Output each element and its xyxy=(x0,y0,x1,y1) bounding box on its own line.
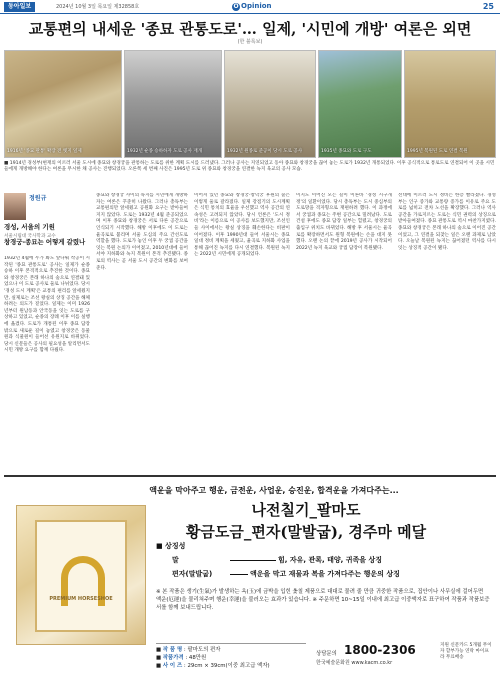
spec-row: ■ 사 이 즈 : 29cm × 39cm(이중 최고급 액자) xyxy=(156,663,270,669)
author-role: 서울시립대 국사학과 교수 xyxy=(4,234,56,239)
ad-body-text: ※ 본 작품은 생기(生氣)가 발생하는 옥(玉)에 금박을 입힌 옻칠 제품으로 대대로 물려 줄 만큼 귀중한 작품으로, 집안이나 사무실에 걸어두면 액운(厄運)을 물리쳐주며 행운(幸運)을 불러오는 효과가 있습니다. ※ 주문하면 10~15일 이내에 최고급 이중액자로 표구하여 작품과 작품보증서를 함께 보내드립니다. xyxy=(156,589,490,611)
photo-4 xyxy=(318,50,402,158)
photo-caption: 1935년 종묘와 도로 구도 xyxy=(321,149,372,154)
symbol-meaning: 액운을 막고 재물과 복을 가져다주는 행운의 상징 xyxy=(250,570,400,578)
spec-key: 사 이 즈 xyxy=(162,663,183,669)
masthead-logo: 동아일보 xyxy=(4,2,35,12)
spec-value: 29cm × 39cm(이중 최고급 액자) xyxy=(187,663,270,669)
dateline: 2024년 10월 3일 목요일 제32858호 xyxy=(56,4,140,10)
article-column: 선대에 이르러 도시 정비는 한층 빨라졌다. 경성부는 인구 증가와 교통량 증가를 이유로 주요 도로를 넓히고 전차 노선을 확장했다. 그러나 역사 공간을 가로지르는 도로는 식민 권력의 상징으로 받아들여졌다. 종묘 관통도로 역시 마찬가지였다. 종묘와 창경궁은 본래 하나의 숲으로 이어진 공간이었고, 그 연결을 되찾는 일은 오랜 과제로 남았다. 오늘날 복원된 녹지는 끊어졌던 역사를 다시 잇는 상징적 공간이 됐다. xyxy=(398,193,496,251)
symbol-meaning: 힘, 자유, 관록, 태양, 귀족을 상징 xyxy=(278,556,382,564)
ad-notes: 지원 신문카드 5개월 무이자 할부가능 연락 마이프라 무료배송 xyxy=(440,643,492,660)
photo-image xyxy=(405,51,495,157)
author-name: 정원규 xyxy=(29,195,47,202)
symbol-label: 편자(말발굽) xyxy=(172,570,213,578)
photo-image xyxy=(5,51,121,157)
spec-value: 팔마도의 편자 xyxy=(187,647,221,653)
product-image xyxy=(16,505,146,645)
website-link[interactable]: 한국예술문화원 www.kacm.co.kr xyxy=(316,660,393,666)
ad-title: 나전칠기_팔마도 xyxy=(251,501,361,519)
phone-label: 상담문의 xyxy=(316,651,337,657)
photo-caption: 1995년 복원된 도로 연결 복원 xyxy=(407,149,468,154)
photo-1 xyxy=(4,50,122,158)
product-label: PREMIUM HORSESHOE xyxy=(49,596,113,602)
article-subhead: 창경궁-종묘는 어떻게 갈렸나 xyxy=(4,238,86,246)
photo-image xyxy=(125,51,221,157)
section-tag xyxy=(232,2,272,11)
ad-tagline: 액운을 막아주고 행운, 금전운, 사업운, 승진운, 합격운을 가져다주는... xyxy=(149,486,399,495)
spec-key: 작 품 명 xyxy=(162,647,183,653)
symbolism-row xyxy=(172,569,400,579)
page-number: 25 xyxy=(482,2,494,11)
photo-image xyxy=(319,51,401,157)
symbolism-heading: ■ 상징성 xyxy=(156,542,186,550)
photo-caption-strip: ■ 1914년 경성부(현재의 이르러 서울 도시에 종묘와 창경궁을 관통하는 도로를 위한 계획 도시를 드러냈다. 그러나 공사는 지연되었고 동아 종묘와 창경궁을 끊어 놓는 도로가 1932년 개통되었다. 이후 공식적으로 통로도로 연결되어 이 곳을 시민들에게 개방해야 한다는 여론을 무시한 채 공사는 진행되었다. 오른쪽 세 번째 사진은 1995년 도로 위 종묘와 창경궁을 연결한 녹지 육교의 공사 모습. xyxy=(4,161,495,173)
symbolism-row xyxy=(172,555,382,565)
spec-row: ■ 작 품 명 : 팔마도의 편자 xyxy=(156,647,221,653)
arrow-icon xyxy=(230,560,276,561)
symbol-label: 말 xyxy=(172,556,179,564)
phone-number[interactable]: 1800-2306 xyxy=(344,643,416,657)
article-column: 1932년 4월에 누가 봐도 앞다퉈 착공이 시작된 '종묘 관통도로' 공사는 일제가 순종 승하 이후 본격적으로 추진한 것이다. 종묘와 창경궁은 본래 하나의 숲으로 연결돼 있었으나 이 도로 공사로 둘로 나뉘었다. 당시 '경성 도시 계획'은 교통의 편리를 앞세웠지만, 실제로는 조선 왕실의 상징 공간을 해체하려는 의도가 짙었다. 일제는 이미 1926년부터 원남동과 안국동을 잇는 도로를 구상하고 있었고, 순종의 장례 이후 이를 실행에 옮겼다. 도로가 개통된 이후 종묘 담장 밖으로 새로운 길이 놓였고 창경궁은 동물원과 식물원이 들어선 유원지로 바뀌었다. 당시 신문들은 공사의 필요성을 알리면서도 시민 개방 요구를 함께 다뤘다. xyxy=(4,256,90,354)
photo-caption: 1932년 순종 승하하자 도로 공사 재개 xyxy=(127,149,203,154)
arrow-icon xyxy=(230,574,248,575)
opinion-icon: O xyxy=(233,3,239,10)
photo-image xyxy=(225,51,315,157)
photo-caption: 1932년 원종로 준공이 당시 도로 공사 xyxy=(227,149,303,154)
page-header xyxy=(0,0,500,14)
article-column: 이어져 있던 종묘와 창경궁·창덕궁 후원의 숲은 이렇게 둘로 갈라졌다. 일제 강점기의 도시계획은 식민 통치의 효율을 우선했고 역사 공간의 연속성은 고려되지 않았다. 당시 언론은 '도시 정비'라는 이름으로 이 공사를 보도했지만, 조선인들 사이에서는 왕실 상징을 훼손한다는 비판이 이어졌다. 이후 1990년대 들어 서울시는 종묘 일대 정비 계획을 세웠고, 율곡로 지하화 사업을 통해 끊어진 녹지를 다시 연결했다. 복원된 녹지는 2022년 시민에게 공개되었다. xyxy=(194,193,290,258)
section-label: Opinion xyxy=(241,2,272,10)
advertisement xyxy=(4,475,496,685)
article-column: 종묘와 창경궁 사이의 녹지를 시민에게 개방하자는 여론은 꾸준히 나왔다. 그러나 총독부는 교통편의만 앞세웠고 공원화 요구는 받아들여지지 않았다. 도로는 1932년 4월 준공되었으며 이후 종묘와 창경궁은 서로 다른 공간으로 인식되기 시작했다. 해방 이후에도 이 도로는 율곡로로 불리며 서울 도심의 주요 간선도로 역할을 했다. 도로가 놓인 이후 두 궁궐 공간을 잇는 복원 논의가 이어졌고, 2010년대에 들어서야 지하화와 녹지 복원이 본격 추진됐다. 종로의 역사는 곧 서울 도시 공간의 변화를 보여준다. xyxy=(96,193,188,271)
spec-row: ■ 작품가격 : 48만원 xyxy=(156,655,207,661)
photo-2 xyxy=(124,50,222,158)
column-title: 경성, 서울의 기원 xyxy=(4,223,55,231)
spec-value: 48만원 xyxy=(188,655,207,661)
photo-caption: 1916년 '종묘 관통' 확장 전 옛지 일제 xyxy=(7,149,82,154)
avatar xyxy=(4,193,26,220)
photo-strip xyxy=(4,50,496,158)
product-frame xyxy=(35,520,127,632)
photo-5 xyxy=(404,50,496,158)
ad-subtitle: 황금도금_편자(말발굽), 경주마 메달 xyxy=(185,523,427,541)
photo-3 xyxy=(224,50,316,158)
spec-key: 작품가격 xyxy=(162,655,184,661)
article-headline: 교통편의 내세운 '종묘 관통도로'… 일제, '시민에 개방' 여론은 외면 xyxy=(28,20,472,38)
headline-subline: (한 블록보) xyxy=(237,39,263,45)
article-column: 이지도 이어진 모든 길이 이른바 '경성 시구개정'의 일환이었다. 당시 총독부는 도시 중심부의 도로망을 격자형으로 재편하려 했다. 이 과정에서 궁궐과 종묘는 주변 공간으로 밀려났다. 도로 건설 후에도 종묘 담장 일부는 헐렸고, 창경궁의 출입구 위치도 바뀌었다. 해방 후 서울시는 율곡로를 확장하면서도 원형 복원에는 손을 대지 못했다. 오랜 논의 끝에 2019년 공사가 시작되어 2022년 녹지 육교와 궁궐 담장이 복원됐다. xyxy=(296,193,392,251)
product-specs xyxy=(156,643,306,670)
author-box xyxy=(4,193,90,239)
